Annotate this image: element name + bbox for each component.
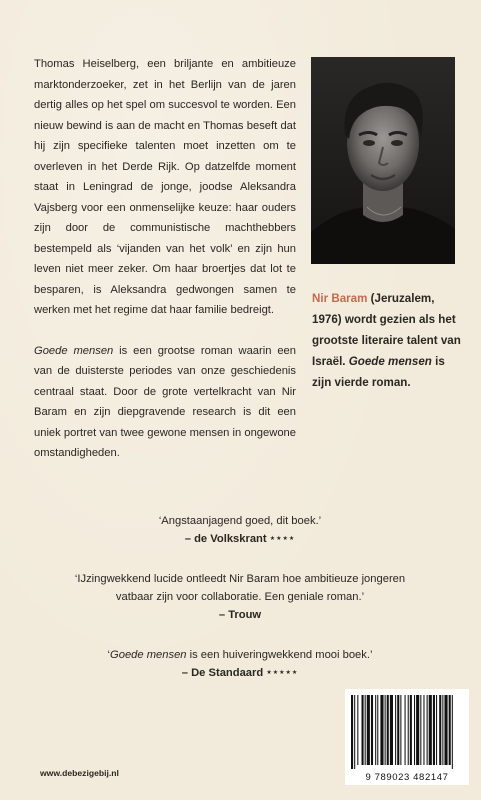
barcode-bar (452, 695, 453, 769)
author-bio-part-2: is zijn vierde roman. (312, 355, 445, 389)
barcode-bar (410, 695, 412, 765)
barcode-bar (408, 695, 409, 765)
barcode-bar (377, 695, 378, 765)
barcode-bar (436, 695, 437, 765)
review-source-name: – Trouw (218, 609, 262, 621)
barcode-bar (423, 695, 424, 765)
review-source (60, 664, 420, 682)
barcode-bar (405, 695, 406, 765)
book-title: Goede mensen (34, 344, 114, 357)
synopsis-paragraph-2 (34, 341, 296, 464)
barcode-bar (375, 695, 376, 765)
barcode-bar (354, 695, 355, 769)
author-book-title: Goede mensen (348, 355, 432, 368)
author-bio (312, 288, 462, 393)
barcode-bar (414, 695, 415, 765)
publisher-website: www.debezigebij.nl (40, 768, 119, 778)
review-quote-text: ‘Angstaanjagend goed, dit boek.’ (158, 515, 322, 527)
barcode-bar (439, 695, 441, 765)
barcode-bar (395, 695, 396, 765)
barcode-bar (449, 695, 451, 765)
barcode-bar (380, 695, 383, 765)
barcode-bar (351, 695, 353, 769)
rating-stars: ★★★★ (269, 536, 296, 542)
barcode-bar (429, 695, 432, 765)
review-source-name: – de Volkskrant (184, 533, 267, 545)
barcode-bar (400, 695, 401, 765)
review-book-title: Goede mensen (110, 649, 187, 661)
barcode-bar (387, 695, 389, 765)
barcode-bar (362, 695, 364, 765)
author-photo (311, 57, 455, 264)
barcode-bar (385, 695, 386, 765)
review-quote-text-rest: is een huiveringwekkend mooi boek.’ (186, 649, 373, 661)
barcode-bar (357, 695, 358, 765)
barcode-bar (444, 695, 447, 765)
isbn-digits: 9 789023 482147 (365, 772, 449, 783)
review-source (60, 530, 420, 548)
barcode-bar (416, 695, 419, 765)
author-name: Nir Baram (312, 292, 368, 305)
barcode-bar (397, 695, 399, 765)
author-bio-part-1: (Jeruzalem, 1976) wordt gezien als het grootste literaire talent van Israël. (312, 292, 461, 368)
review-quote-text: ‘Goede mensen is een huiveringwekkend mooi boek.’ (107, 649, 373, 661)
barcode-bar (390, 695, 393, 765)
barcode-bar (420, 695, 421, 765)
isbn-barcode (345, 689, 469, 785)
review-quote-trouw (60, 570, 420, 624)
review-source (60, 606, 420, 624)
barcode-bar (433, 695, 435, 765)
synopsis-paragraph-2-text: is een grootse roman waarin een van de duisterste periodes van onze geschiedenis centraal staat. Door de grote vertelkracht van Nir Baram en zijn diepgravende research is dit een uniek portret van twee gewone mensen in ongewone omstandigheden. (34, 344, 296, 459)
barcode-bar (367, 695, 370, 765)
review-quote-volkskrant (60, 512, 420, 548)
barcode-bar (442, 695, 443, 765)
synopsis (34, 54, 296, 464)
review-quote-standaard (60, 646, 420, 682)
review-source-name: – De Standaard (181, 667, 264, 679)
review-quote-text: ‘IJzingwekkend lucide ontleedt Nir Baram hoe ambitieuze jongeren vatbaar zijn voor collaboratie. Een geniale roman.’ (74, 573, 406, 603)
synopsis-paragraph-1: Thomas Heiselberg, een briljante en ambitieuze marktonderzoeker, zet in het Berlijn van de jaren dertig alles op het spel om succesvol te worden. Een nieuw bewind is aan de macht en Thomas beseft dat hij zijn specifieke talenten moet inzetten om te overleven in het Derde Rijk. Op datzelfde moment staat in Leningrad de jonge, joodse Aleksandra Vajsberg voor een onmenselijke keuze: haar ouders zijn door de communistische machthebbers bestempeld als ‘vijanden van het volk’ en zijn hun leven niet meer zeker. Om haar broertjes dat lot te besparen, is Aleksandra gedwongen samen te werken met het regime dat haar familie bedreigt. (34, 58, 296, 316)
barcode-bar (365, 695, 366, 765)
barcode-bar (371, 695, 373, 765)
review-quotes (60, 512, 420, 704)
barcode-bar (427, 695, 428, 765)
rating-stars: ★★★★★ (266, 670, 299, 676)
